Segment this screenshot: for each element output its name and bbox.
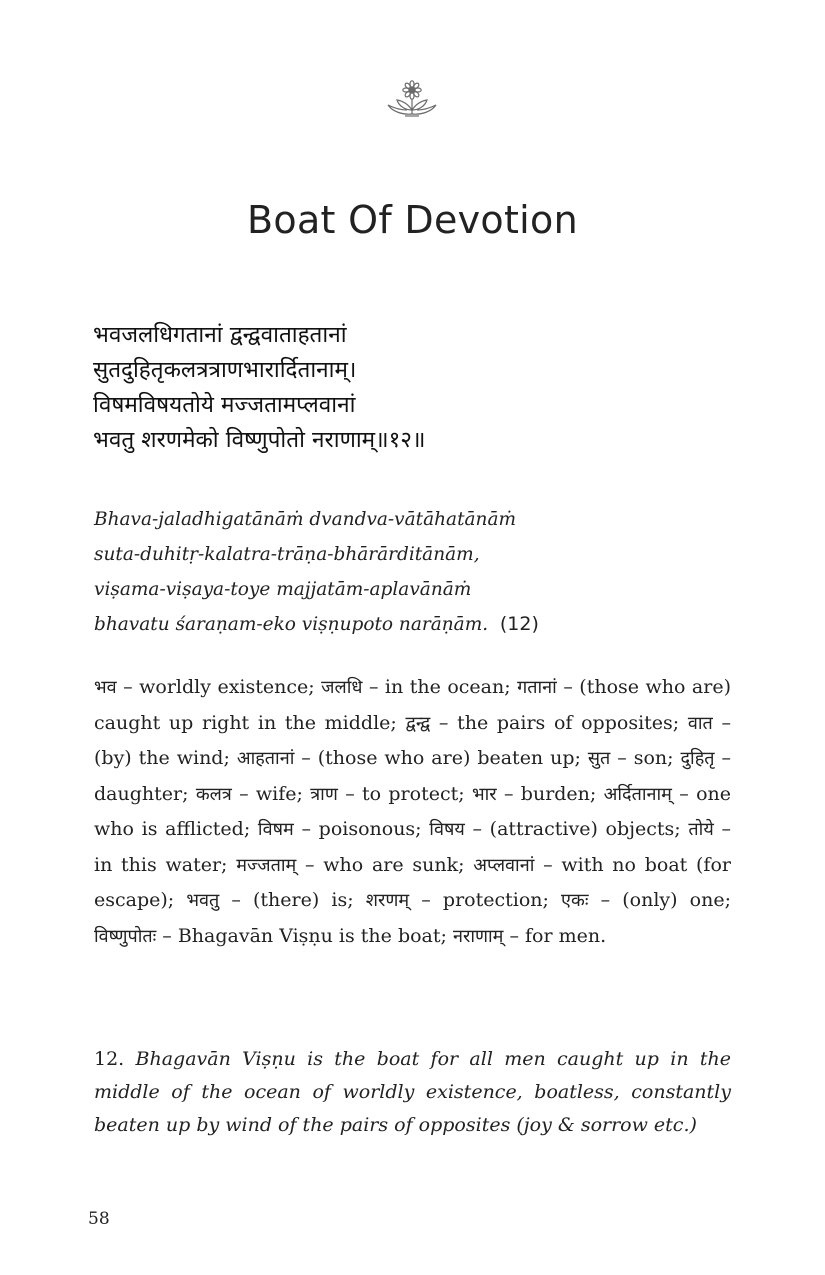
transliteration-text: bhavatu śaraṇam-eko viṣṇupoto narāṇām. (94, 614, 489, 635)
word-meaning: – (attractive) objects; (464, 818, 689, 840)
word-term: कलत्र (195, 783, 232, 805)
word-term: जलधि (321, 677, 363, 698)
translation-number: 12. (94, 1048, 125, 1070)
word-term: नराणाम् (452, 925, 504, 947)
verse-line: भवतु शरणमेको विष्णुपोतो नराणाम्॥१२॥ (93, 427, 426, 453)
translation-text: Bhagavān Viṣṇu is the boat for all men caught up in the middle of the ocean of worldly existence, boatless, constantly beaten up by wind of the pairs of opposites (joy & sorrow etc.) (94, 1048, 731, 1136)
word-term: विषम (257, 819, 294, 840)
verse-line: सुतदुहितृकलत्रत्राणभारार्दितानाम्। (93, 357, 357, 383)
word-meanings (94, 670, 731, 954)
verse-line: विषमविषयतोये मज्जतामप्लवानां (93, 392, 356, 418)
word-meaning: – (those who are) beaten up; (294, 747, 588, 769)
word-meaning: – one who is afflicted; (94, 782, 732, 840)
word-meaning: – who are sunk; (296, 853, 474, 876)
word-meaning: – (by) the wind; (94, 711, 731, 769)
word-meaning: – with no boat (for escape); (94, 853, 731, 911)
word-term: दुहितृ (680, 748, 715, 769)
word-term: वात (687, 712, 713, 734)
word-meaning: – in the ocean; (362, 676, 518, 698)
word-term: विषय (429, 819, 465, 840)
verse-number: (12) (499, 613, 539, 635)
word-meaning: – worldly existence; (116, 676, 322, 698)
word-meaning: – (there) is; (219, 889, 366, 911)
word-term: तोये (688, 819, 714, 840)
word-term: मज्जताम् (236, 854, 297, 876)
word-meaning: – daughter; (94, 747, 731, 805)
word-term: आहतानां (236, 748, 295, 769)
word-meaning: – Bhagavān Viṣṇu is the boat; (156, 924, 453, 947)
word-meaning: – in this water; (94, 818, 731, 876)
word-term: शरणम् (365, 890, 410, 911)
transliteration-line: suta-duhitṛ-kalatra-trāṇa-bhārārditānām, (94, 544, 480, 565)
translation (94, 1043, 731, 1142)
page-number: 58 (88, 1209, 110, 1229)
transliteration-line (94, 607, 754, 642)
word-meaning: – the pairs of opposites; (430, 711, 688, 734)
word-meaning: – (those who are) caught up right in the middle; (94, 676, 731, 734)
word-meaning: – to protect; (337, 782, 472, 805)
sanskrit-verse (93, 318, 753, 458)
word-term: अर्दितानाम् (603, 783, 672, 805)
word-meaning: – (only) one; (588, 889, 731, 911)
word-term: भवतु (186, 890, 220, 911)
word-term: त्राण (310, 783, 338, 805)
word-term: द्वन्द्व (405, 712, 431, 734)
verse-line: भवजलधिगतानां द्वन्द्ववाताहतानां (93, 322, 347, 348)
transliteration (94, 502, 754, 642)
word-meaning: – for men. (503, 924, 607, 947)
word-term: भव (94, 677, 117, 698)
word-meaning: – burden; (496, 782, 604, 805)
word-term: विष्णुपोतः (94, 925, 157, 947)
word-term: सुत (587, 748, 611, 769)
word-meaning: – wife; (231, 782, 311, 805)
transliteration-line: viṣama-viṣaya-toye majjatām-aplavānāṁ (94, 579, 472, 600)
word-term: भार (471, 783, 497, 805)
word-meaning: – protection; (409, 889, 562, 911)
word-meaning: – poisonous; (293, 818, 430, 840)
transliteration-line: Bhava-jaladhigatānāṁ dvandva-vātāhatānāṁ (94, 509, 517, 530)
word-term: एकः (561, 890, 589, 911)
lotus-flower-ornament-icon (385, 80, 439, 120)
word-term: अप्लवानां (473, 854, 535, 876)
page-title: Boat Of Devotion (247, 198, 578, 242)
word-meaning: – son; (610, 747, 681, 769)
word-term: गतानां (517, 677, 557, 698)
